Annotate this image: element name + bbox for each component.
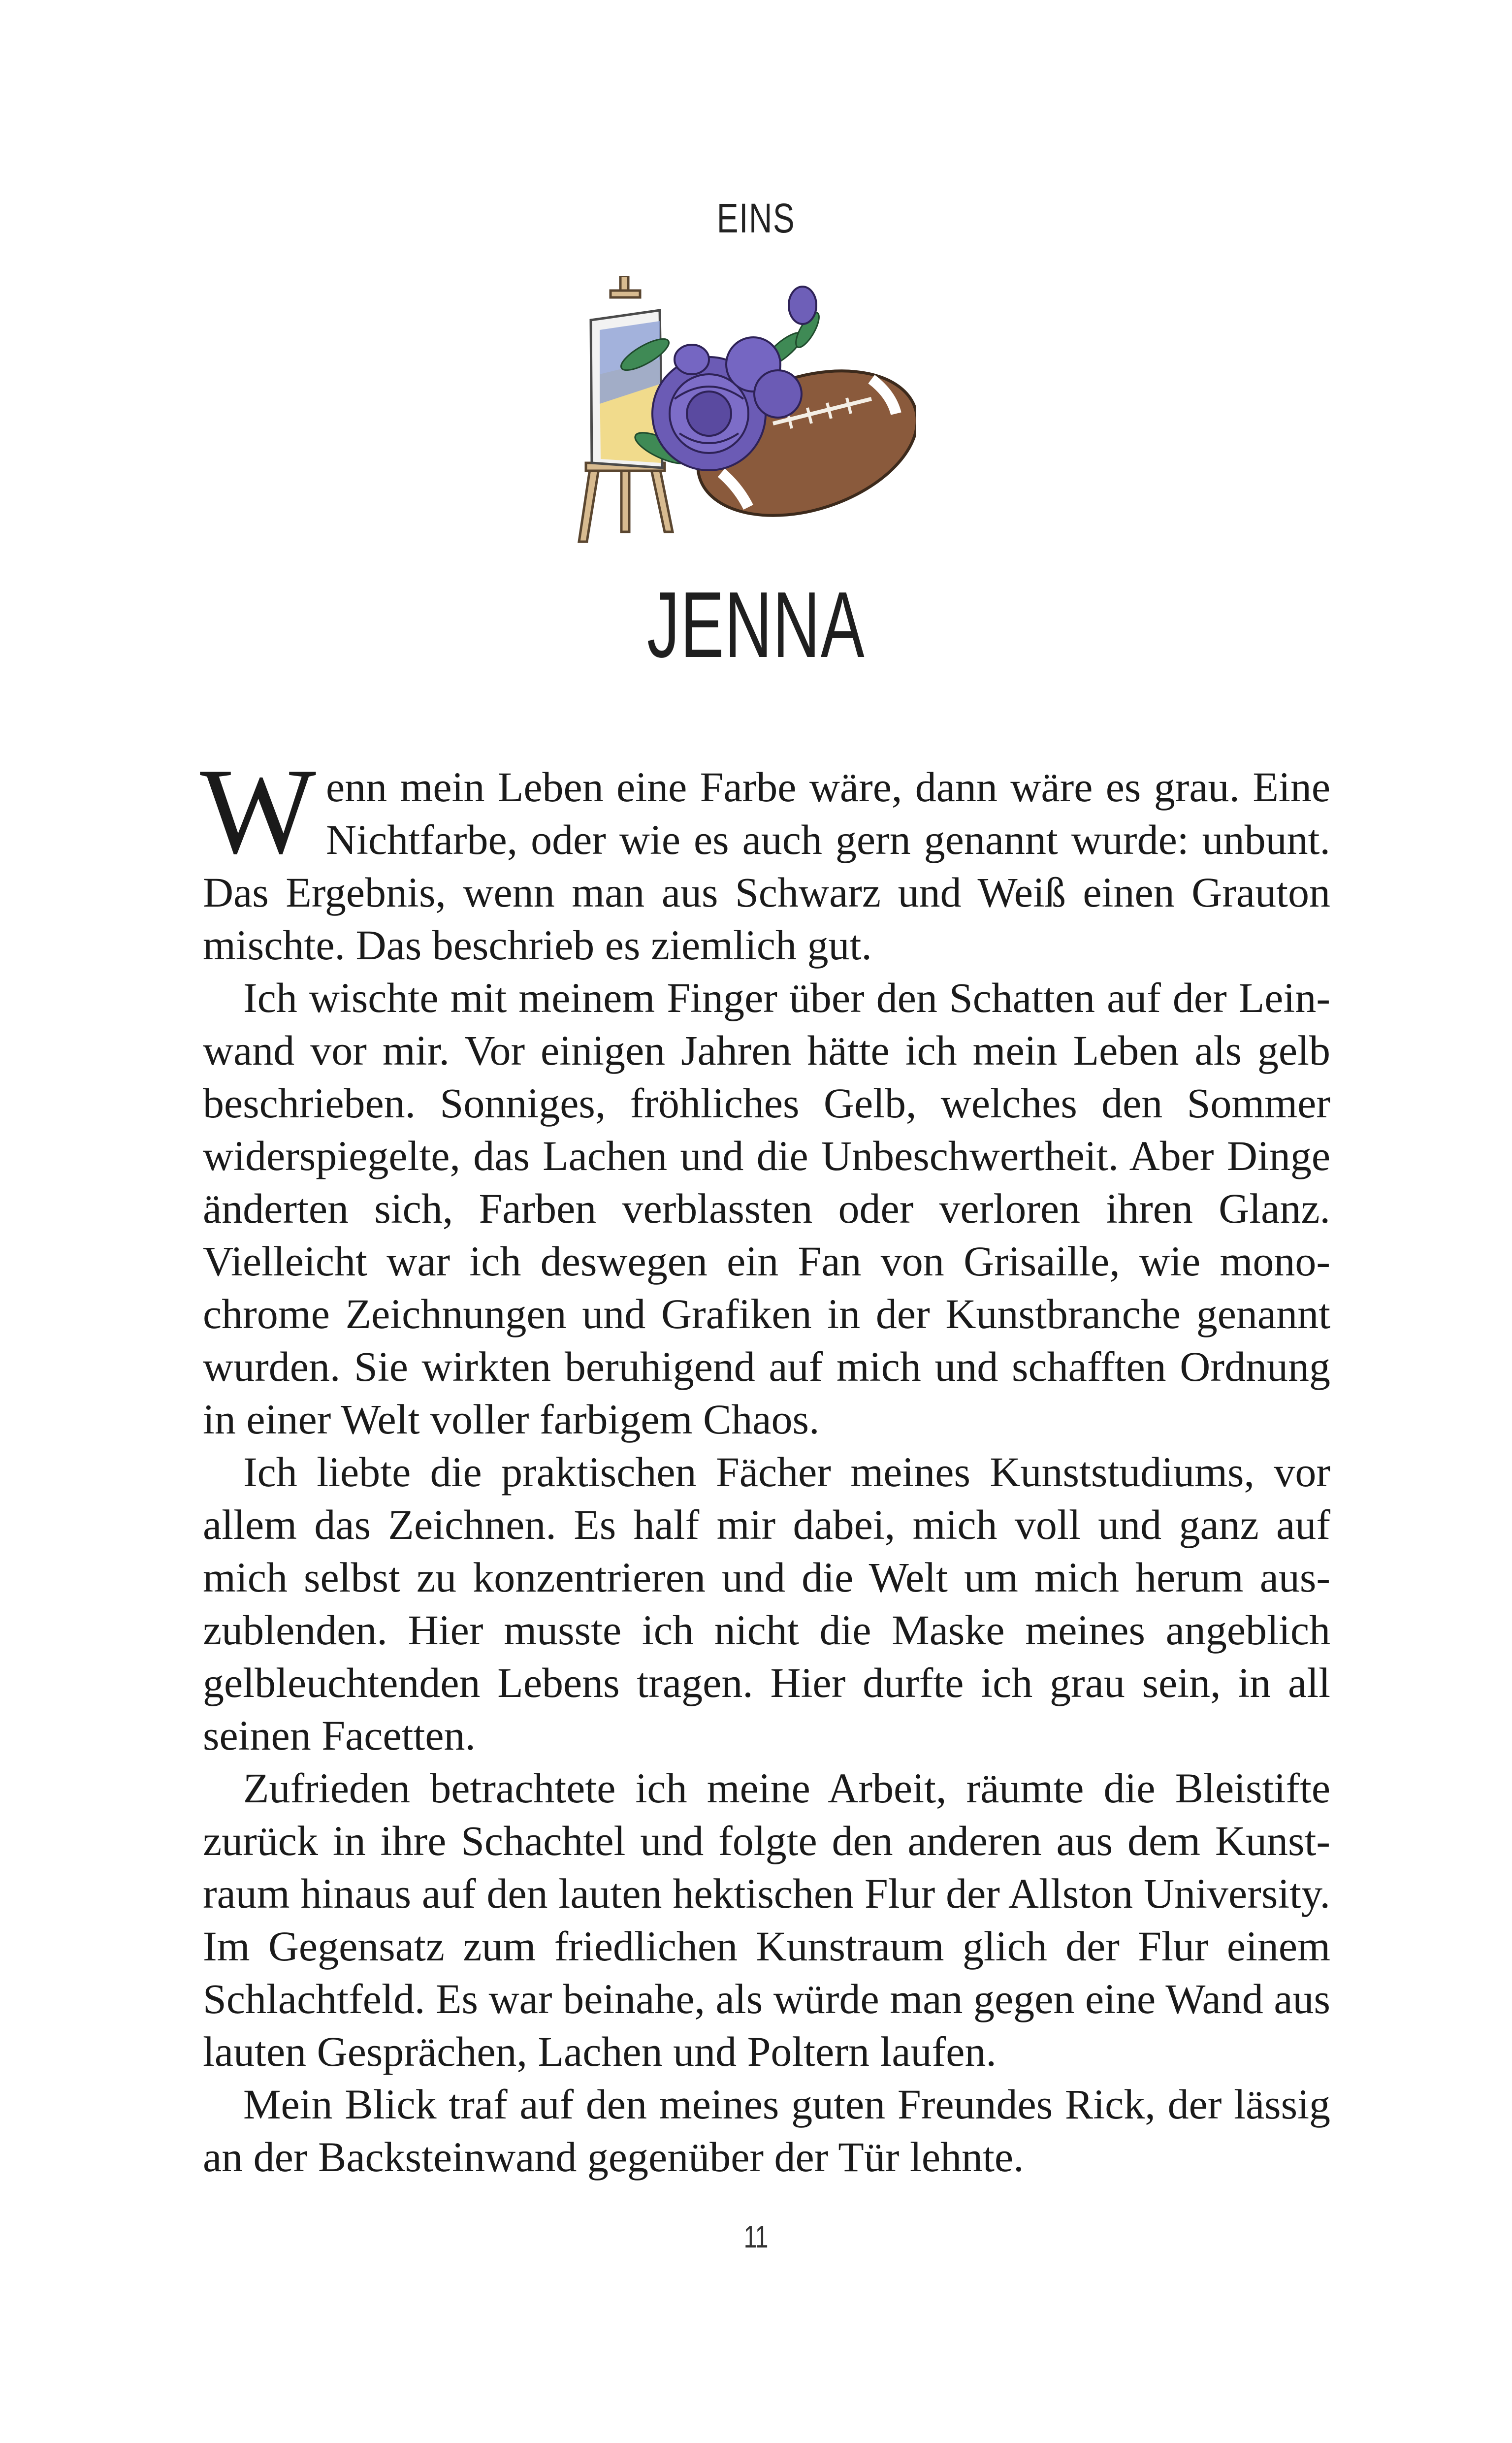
paragraph: Zufrieden betrachtete ich meine Arbeit, räumte die Bleistifte zurück in ihre Schachtel und folgte den anderen aus dem Kunstraum hinaus auf den lauten hektischen Flur der Allston University. Im Gegensatz zum friedlichen Kunstraum glich der Flur einem Schlachtfeld. Es war beinahe, als würde man gegen eine Wand aus lauten Gesprächen, Lachen und Poltern laufen. [203, 1764, 1330, 2075]
paragraph: Ich liebte die praktischen Fächer meines Kunststudiums, vor allem das Zeichnen. Es half mir dabei, mich voll und ganz auf mich selbst zu konzentrieren und die Welt um mich herum auszublenden. Hier musste ich nicht die Maske meines angeblich gelbleuchtenden Lebens tragen. Hier durfte ich grau sein, in all seinen Facetten. [203, 1448, 1330, 1759]
paragraph [200, 743, 1330, 972]
chapter-body-text [200, 743, 1330, 2183]
paragraph-text: enn mein Leben eine Farbe wäre, dann wäre es grau. Eine Nichtfarbe, oder wie es auch gern genannt wurde: unbunt. Das Ergebnis, wenn man aus Schwarz und Weiß einen Grauton mischte. Das beschrieb es ziemlich gut. [203, 763, 1330, 969]
paragraph: Mein Blick traf auf den meines guten Freundes Rick, der lässig an der Backsteinwand gegenüber der Tür lehnte. [203, 2081, 1330, 2181]
drop-cap: W [200, 743, 316, 879]
paragraph: Ich wischte mit meinem Finger über den Schatten auf der Leinwand vor mir. Vor einigen Jahren hätte ich mein Leben als gelb beschrieben. Sonniges, fröhliches Gelb, welches den Sommer widerspiegelte, das Lachen und die Unbeschwertheit. Aber Dinge änderten sich, Farben verblassten oder verloren ihren Glanz. Vielleicht war ich deswegen ein Fan von Grisaille, wie monochrome Zeichnungen und Grafiken in der Kunstbranche genannt wurden. Sie wirkten beruhigend auf mich und schafften Ordnung in einer Welt voller farbigem Chaos. [203, 974, 1330, 1443]
easel-flowers-football-illustration [576, 276, 916, 552]
chapter-title: JENNA [646, 573, 866, 677]
page-number: 11 [743, 2219, 769, 2254]
chapter-label: EINS [716, 195, 796, 241]
